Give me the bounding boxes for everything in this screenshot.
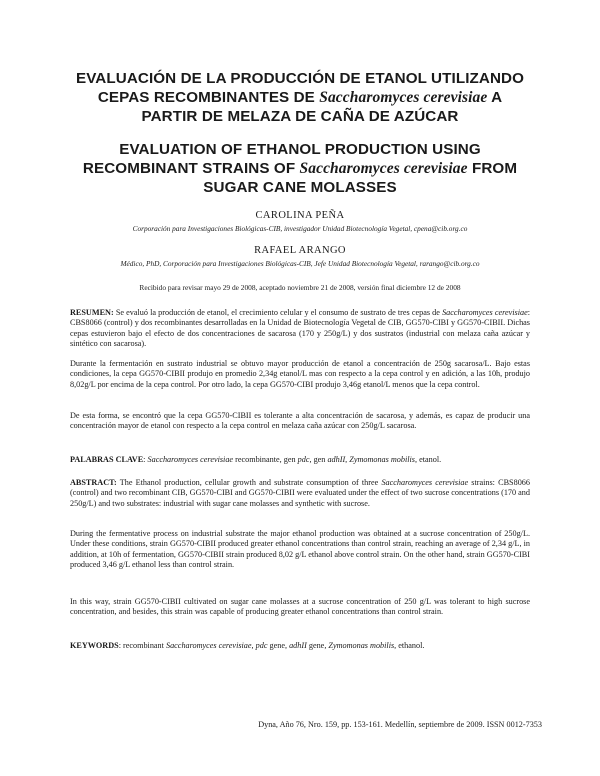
resumen-paragraph-1 — [70, 308, 530, 350]
author-name: CAROLINA PEÑA — [255, 210, 345, 221]
keyword-separator: : recombinant — [118, 641, 166, 650]
abstract-paragraph-1 — [70, 478, 530, 509]
keyword-separator: recombinante, gen — [233, 455, 298, 464]
title-english-part2: FROM SUGAR CANE MOLASSES — [203, 160, 518, 196]
palabras-clave-label: PALABRAS CLAVE — [70, 455, 144, 464]
keyword-separator: , — [251, 641, 256, 650]
received-dates: Recibido para revisar mayo 29 de 2008, aceptado noviembre 21 de 2008, versión final diciembre 12 de 2008 — [139, 283, 461, 292]
abstract-paragraph-2: During the fermentative process on industrial substrate the major ethanol production was obtained at a sucrose concentration of 250g/L. Under these conditions, strain GG570-CIBII produced greater ethanol concentrations than control strain, reaching an average of 2,34 g/L, in addition, at 10h of fermentation, GG570-CIBII strain produced 8,02 g/L ethanol above control strain. On the other hand, strain GG570-CIBI produced 3,46 g/L ethanol less than control strain. — [70, 529, 530, 570]
species-name: Saccharomyces cerevisiae — [442, 308, 528, 317]
keyword-separator: , — [345, 455, 350, 464]
keyword-separator: , gen — [309, 455, 328, 464]
title-spanish — [70, 69, 530, 126]
keyword: adhII — [289, 641, 307, 650]
palabras-clave — [70, 455, 530, 465]
species-name: Saccharomyces cerevisiae — [381, 478, 469, 487]
author-affiliation: Corporación para Investigaciones Biológicas-CIB, investigador Unidad Biotecnología Vegetal, cpena@cib.org.co — [132, 224, 468, 233]
resumen-paragraph-3: De esta forma, se encontró que la cepa GG570-CIBII es tolerante a alta concentración de sacarosa, y además, es capaz de producir una concentración mayor de etanol con respecto a la cepa control en melaza caña azúcar con 250g/L sacarosa. — [70, 411, 530, 431]
abstract-text: The Ethanol production, cellular growth and substrate consumption of three — [116, 478, 382, 487]
author-affiliation: Médico, PhD, Corporación para Investigaciones Biológicas-CIB, Jefe Unidad Biotecnología Vegetal, rarango@cib.org.co — [120, 259, 480, 268]
keyword: adhII — [327, 455, 346, 464]
keyword: Zymomonas mobilis — [328, 641, 395, 650]
resumen-paragraph-2: Durante la fermentación en sustrato industrial se obtuvo mayor producción de etanol a concentración de 250g sacarosa/L. Bajo estas condiciones, la cepa GG570-CIBII produjo en promedio 2,34g etanol/L mas con respecto a la cepa control y en adición, a las 10h, produjo 8,02g/L por encima de la cepa control. Por otro lado, la cepa GG570-CIBI produjo 3,46g etanol/L menos que la cepa control. — [70, 359, 530, 389]
keyword-separator: gene, — [306, 641, 329, 650]
keyword: pdc — [255, 641, 268, 650]
title-english — [70, 140, 530, 197]
keyword-separator: , ethanol. — [394, 641, 425, 650]
resumen-text: Se evaluó la producción de etanol, el crecimiento celular y el consumo de sustrato de tres cepas de — [113, 308, 443, 317]
keyword-separator: : — [143, 455, 148, 464]
keyword: pdc — [297, 455, 310, 464]
keywords-label: KEYWORDS — [70, 641, 119, 650]
journal-footer: Dyna, Año 76, Nro. 159, pp. 153-161. Medellín, septiembre de 2009. ISSN 0012-7353 — [258, 720, 542, 729]
abstract-paragraph-3: In this way, strain GG570-CIBII cultivated on sugar cane molasses at a sucrose concentration of 250 g/L was tolerant to high sucrose concentration, and besides, this strain was capable of producing greater ethanol concentrations than control strain. — [70, 597, 530, 617]
keyword-separator: , etanol. — [415, 455, 442, 464]
resumen-text: : CBS8066 (control) y dos recombinantes desarrolladas en la Unidad de Biotecnología Vegetal de CIB, GG570-CIBI y GG570-CIBII. Dichas cepas estuvieron bajo el efecto de dos concentraciones de sacarosa (170 y 250g/L) y dos sustratos (industrial con melaza caña azúcar y sintético con sacarosa). — [70, 308, 530, 349]
keyword: Saccharomyces cerevisiae — [147, 455, 234, 464]
title-english-part1: EVALUATION OF ETHANOL PRODUCTION USING RECOMBINANT STRAINS OF — [82, 141, 481, 177]
keyword: Zymomonas mobilis — [349, 455, 415, 464]
author-name: RAFAEL ARANGO — [254, 245, 346, 256]
title-english-species: Saccharomyces cerevisiae — [299, 160, 468, 177]
title-spanish-part1: EVALUACIÓN DE LA PRODUCCIÓN DE ETANOL UTILIZANDO CEPAS RECOMBINANTES DE — [75, 70, 525, 106]
abstract-label: ABSTRACT: — [70, 478, 117, 487]
title-spanish-species: Saccharomyces cerevisiae — [319, 89, 488, 106]
keywords — [70, 641, 530, 651]
title-spanish-part2: A PARTIR DE MELAZA DE CAÑA DE AZÚCAR — [141, 89, 503, 125]
keyword-separator: gene, — [267, 641, 290, 650]
resumen-label: RESUMEN: — [70, 308, 114, 317]
abstract-text: strains: CBS8066 (control) and two recombinant CIB, GG570-CIBI and GG570-CIBII were evaluated under the effect of two sucrose concentrations (170 and 250g/L) and two substrates: industrial with sugar cane molasses and synthetic with sucrose. — [70, 478, 530, 508]
keyword: Saccharomyces cerevisiae — [165, 641, 252, 650]
